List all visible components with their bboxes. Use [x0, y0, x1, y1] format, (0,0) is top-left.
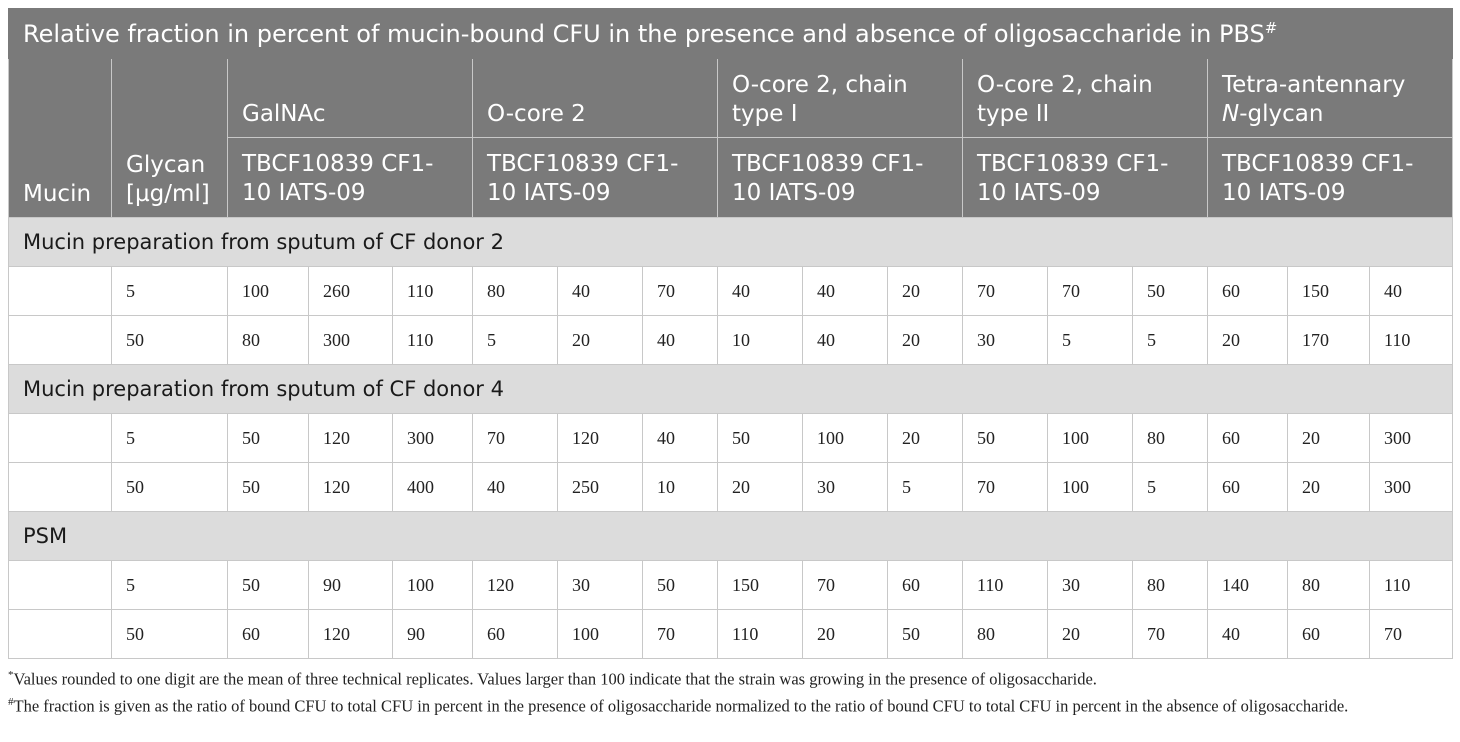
value-cell: 40	[1370, 267, 1453, 316]
table-title-text: Relative fraction in percent of mucin-bound CFU in the presence and absence of oligosaccharide in PBS	[23, 20, 1265, 48]
value-cell: 120	[309, 463, 393, 512]
strain-header: TBCF10839 CF1-10 IATS-09	[718, 138, 963, 218]
value-cell: 170	[1288, 316, 1370, 365]
section-header-row	[9, 218, 1453, 267]
group-label: O-core 2	[487, 101, 586, 127]
footnote-2-text: The fraction is given as the ratio of bound CFU to total CFU in percent in the presence of oligosaccharide normalized to the ratio of bound CFU to total CFU in percent in the absence of oligosaccharide.	[13, 696, 1349, 715]
table-title-footnote-mark: #	[1264, 19, 1278, 37]
value-cell: 70	[803, 561, 888, 610]
group-label: GalNAc	[242, 101, 326, 127]
value-cell: 5	[1133, 316, 1208, 365]
value-cell: 250	[558, 463, 643, 512]
value-cell: 260	[309, 267, 393, 316]
glycan-cell: 5	[112, 267, 228, 316]
glycan-cell: 50	[112, 610, 228, 659]
value-cell: 60	[1208, 463, 1288, 512]
value-cell: 110	[393, 316, 473, 365]
value-cell: 50	[228, 561, 309, 610]
value-cell: 90	[393, 610, 473, 659]
oligosaccharide-group-header	[473, 59, 718, 138]
value-cell: 5	[888, 463, 963, 512]
value-cell: 70	[643, 610, 718, 659]
value-cell: 150	[1288, 267, 1370, 316]
value-cell: 80	[963, 610, 1048, 659]
value-cell: 80	[1133, 414, 1208, 463]
value-cell: 50	[643, 561, 718, 610]
footnote-1	[8, 664, 1458, 691]
value-cell: 80	[1133, 561, 1208, 610]
section-header-row	[9, 512, 1453, 561]
value-cell: 100	[228, 267, 309, 316]
value-cell: 300	[393, 414, 473, 463]
value-cell: 20	[1048, 610, 1133, 659]
value-cell: 120	[473, 561, 558, 610]
value-cell: 300	[1370, 414, 1453, 463]
value-cell: 100	[1048, 414, 1133, 463]
mucin-cell	[9, 610, 112, 659]
value-cell: 10	[718, 316, 803, 365]
section-title: Mucin preparation from sputum of CF donor 2	[9, 218, 1453, 267]
value-cell: 110	[718, 610, 803, 659]
value-cell: 100	[393, 561, 473, 610]
value-cell: 110	[963, 561, 1048, 610]
glycan-cell: 5	[112, 561, 228, 610]
glycan-cell: 50	[112, 463, 228, 512]
group-label: O-core 2, chain type I	[732, 72, 908, 127]
value-cell: 20	[803, 610, 888, 659]
value-cell: 70	[1133, 610, 1208, 659]
value-cell: 70	[963, 267, 1048, 316]
footnote-1-mark: *	[8, 669, 14, 681]
value-cell: 30	[963, 316, 1048, 365]
value-cell: 150	[718, 561, 803, 610]
group-label-italic: N	[1222, 101, 1240, 127]
value-cell: 5	[473, 316, 558, 365]
value-cell: 110	[1370, 316, 1453, 365]
value-cell: 120	[309, 610, 393, 659]
value-cell: 50	[963, 414, 1048, 463]
value-cell: 400	[393, 463, 473, 512]
value-cell: 50	[228, 463, 309, 512]
value-cell: 20	[718, 463, 803, 512]
section-title: Mucin preparation from sputum of CF donor 4	[9, 365, 1453, 414]
value-cell: 80	[228, 316, 309, 365]
value-cell: 5	[1048, 316, 1133, 365]
value-cell: 5	[1133, 463, 1208, 512]
value-cell: 100	[1048, 463, 1133, 512]
results-table	[8, 8, 1453, 659]
mucin-cell	[9, 561, 112, 610]
value-cell: 40	[1208, 610, 1288, 659]
value-cell: 110	[393, 267, 473, 316]
value-cell: 40	[643, 316, 718, 365]
value-cell: 70	[1048, 267, 1133, 316]
value-cell: 40	[718, 267, 803, 316]
value-cell: 120	[309, 414, 393, 463]
value-cell: 30	[1048, 561, 1133, 610]
value-cell: 40	[473, 463, 558, 512]
mucin-column-header: Mucin	[9, 59, 112, 218]
table-footnotes	[8, 664, 1458, 717]
value-cell: 30	[803, 463, 888, 512]
value-cell: 20	[558, 316, 643, 365]
strain-header: TBCF10839 CF1-10 IATS-09	[228, 138, 473, 218]
table-row	[9, 561, 1453, 610]
value-cell: 140	[1208, 561, 1288, 610]
value-cell: 60	[473, 610, 558, 659]
mucin-cell	[9, 414, 112, 463]
value-cell: 20	[888, 414, 963, 463]
oligosaccharide-group-header	[718, 59, 963, 138]
value-cell: 300	[1370, 463, 1453, 512]
oligosaccharide-group-header	[1208, 59, 1453, 138]
value-cell: 100	[803, 414, 888, 463]
value-cell: 110	[1370, 561, 1453, 610]
group-label: Tetra-antennary	[1222, 72, 1406, 98]
value-cell: 40	[803, 316, 888, 365]
oligosaccharide-group-header	[963, 59, 1208, 138]
value-cell: 80	[473, 267, 558, 316]
mucin-cell	[9, 316, 112, 365]
value-cell: 60	[1288, 610, 1370, 659]
strain-header: TBCF10839 CF1-10 IATS-09	[963, 138, 1208, 218]
strain-header: TBCF10839 CF1-10 IATS-09	[1208, 138, 1453, 218]
value-cell: 40	[558, 267, 643, 316]
table-row	[9, 414, 1453, 463]
value-cell: 20	[1288, 463, 1370, 512]
value-cell: 300	[309, 316, 393, 365]
value-cell: 20	[1288, 414, 1370, 463]
table-row	[9, 267, 1453, 316]
value-cell: 70	[473, 414, 558, 463]
glycan-cell: 50	[112, 316, 228, 365]
value-cell: 60	[228, 610, 309, 659]
group-label: O-core 2, chain type II	[977, 72, 1153, 127]
value-cell: 50	[718, 414, 803, 463]
value-cell: 30	[558, 561, 643, 610]
value-cell: 60	[1208, 414, 1288, 463]
glycan-cell: 5	[112, 414, 228, 463]
glycan-column-header: Glycan [µg/ml]	[112, 59, 228, 218]
footnote-2	[8, 691, 1458, 718]
value-cell: 70	[1370, 610, 1453, 659]
value-cell: 70	[963, 463, 1048, 512]
value-cell: 60	[1208, 267, 1288, 316]
value-cell: 20	[888, 267, 963, 316]
value-cell: 40	[643, 414, 718, 463]
oligosaccharide-group-header	[228, 59, 473, 138]
value-cell: 80	[1288, 561, 1370, 610]
section-header-row	[9, 365, 1453, 414]
value-cell: 120	[558, 414, 643, 463]
value-cell: 70	[643, 267, 718, 316]
value-cell: 20	[888, 316, 963, 365]
value-cell: 60	[888, 561, 963, 610]
value-cell: 20	[1208, 316, 1288, 365]
data-table-container	[8, 8, 1452, 659]
value-cell: 40	[803, 267, 888, 316]
value-cell: 50	[888, 610, 963, 659]
section-title: PSM	[9, 512, 1453, 561]
group-label-suffix: -glycan	[1239, 101, 1324, 127]
value-cell: 50	[1133, 267, 1208, 316]
mucin-cell	[9, 267, 112, 316]
table-row	[9, 463, 1453, 512]
mucin-cell	[9, 463, 112, 512]
value-cell: 90	[309, 561, 393, 610]
footnote-1-text: Values rounded to one digit are the mean of three technical replicates. Values larger than 100 indicate that the strain was growing in the presence of oligosaccharide.	[13, 669, 1097, 689]
strain-header: TBCF10839 CF1-10 IATS-09	[473, 138, 718, 218]
footnote-2-mark: #	[8, 695, 14, 708]
value-cell: 100	[558, 610, 643, 659]
table-row	[9, 316, 1453, 365]
value-cell: 50	[228, 414, 309, 463]
table-title	[9, 9, 1453, 59]
table-row	[9, 610, 1453, 659]
value-cell: 10	[643, 463, 718, 512]
